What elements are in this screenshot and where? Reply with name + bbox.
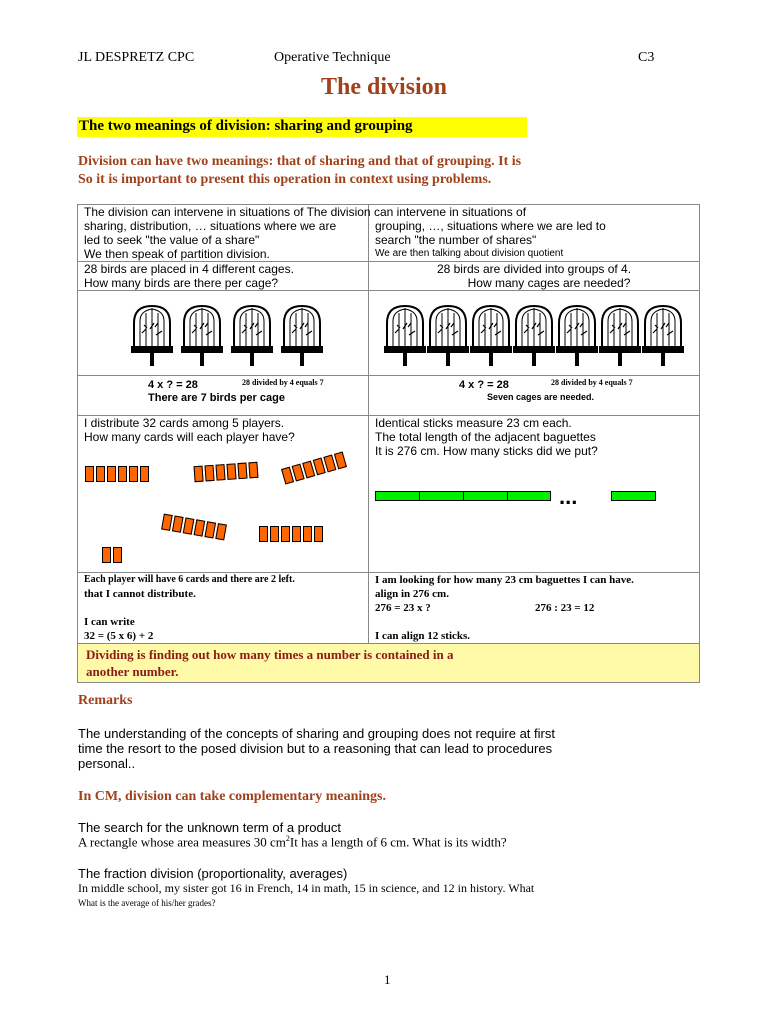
remarks-line-1: The understanding of the concepts of sharing and grouping does not require at first (78, 726, 555, 741)
quotient-line-3: We are then talking about division quotient (375, 248, 564, 259)
grouping-solution (369, 376, 700, 416)
item1-text (78, 834, 507, 850)
birdcage-icon (469, 303, 513, 370)
card-group-1 (85, 466, 149, 482)
birdcage-icon (230, 303, 274, 370)
birdcage-icon (280, 303, 324, 370)
sticks-solution-line-4: I can align 12 sticks. (375, 630, 471, 642)
stick-1 (375, 491, 420, 501)
remarks-paragraph (78, 726, 555, 771)
sharing-note: 28 divided by 4 equals 7 (242, 378, 324, 387)
page-number: 1 (384, 972, 391, 987)
quotient-line-2: search "the number of shares" (375, 233, 537, 247)
card-group-3 (281, 451, 347, 484)
partition-line-2: sharing, distribution, … situations where we are (84, 219, 337, 233)
birds-grouping-line-2: How many cages are needed? (467, 276, 631, 290)
sticks-ellipsis: ... (559, 484, 578, 509)
item2-text: In middle school, my sister got 16 in French, 14 in math, 15 in science, and 12 in history. What (78, 881, 535, 895)
birdcage-icon (512, 303, 556, 370)
card-group-2 (194, 462, 259, 482)
item2-text-2: What is the average of his/her grades? (78, 898, 216, 908)
grouping-note: 28 divided by 4 equals 7 (551, 378, 633, 387)
sticks-line-2: The total length of the adjacent baguettes (375, 430, 596, 444)
card-group-4 (161, 514, 227, 541)
cages-sharing-illustration (78, 291, 369, 376)
sharing-equation: 4 x ? = 28 (148, 379, 198, 391)
conclusion-line-1: Dividing is finding out how many times a number is contained in a (86, 647, 454, 662)
birdcage-icon (555, 303, 599, 370)
stick-last (611, 491, 656, 501)
cards-solution-line-1: Each player will have 6 cards and there are 2 left. (84, 574, 295, 585)
birdcage-icon (130, 303, 174, 370)
birdcage-icon (641, 303, 685, 370)
item1-text-a: A rectangle whose area measures 30 cm (78, 834, 286, 850)
cards-solution-spacer (84, 601, 362, 615)
sticks-solution (369, 573, 700, 644)
item1-title: The search for the unknown term of a product (78, 820, 342, 835)
birds-sharing-line-2: How many birds are there per cage? (84, 276, 279, 290)
cages-grouping-illustration (369, 291, 700, 376)
birdcage-icon (598, 303, 642, 370)
partition-line-4: We then speak of partition division. (84, 247, 270, 261)
remarks-line-3: personal.. (78, 756, 136, 771)
header-author: JL DESPRETZ CPC (78, 50, 195, 65)
sharing-answer: There are 7 birds per cage (148, 392, 285, 404)
sticks-solution-line-1: I am looking for how many 23 cm baguettes I can have. (375, 574, 634, 586)
birdcage-icon (426, 303, 470, 370)
sticks-line-1: Identical sticks measure 23 cm each. (375, 416, 572, 430)
stick-2 (419, 491, 464, 501)
birds-sharing-problem (78, 262, 369, 291)
remarks-line-2: time the resort to the posed division but to a reasoning that can lead to procedures (78, 741, 553, 756)
sticks-equation-2: 276 : 23 = 12 (535, 602, 595, 614)
birds-grouping-problem (369, 262, 700, 291)
card-group-remainder (102, 547, 122, 563)
item1-superscript: 2 (285, 834, 290, 843)
item2-title: The fraction division (proportionality, averages) (78, 866, 348, 881)
grouping-equation: 4 x ? = 28 (459, 379, 509, 391)
grouping-answer: Seven cages are needed. (487, 392, 595, 402)
quotient-description (369, 205, 700, 262)
sticks-solution-line-2: align in 276 cm. (375, 588, 449, 600)
cards-solution-line-5: 32 = (5 x 6) + 2 (84, 630, 154, 642)
division-table (77, 204, 700, 683)
sharing-solution (78, 376, 369, 416)
header-code: C3 (638, 50, 655, 65)
conclusion-line-2: another number. (86, 664, 179, 679)
header-subject: Operative Technique (274, 50, 391, 65)
sticks-line-3: It is 276 cm. How many sticks did we put? (375, 444, 598, 458)
sticks-problem (369, 416, 700, 573)
cards-solution-line-2: that I cannot distribute. (84, 588, 196, 600)
remarks-heading: Remarks (78, 693, 133, 708)
conclusion-box (78, 644, 700, 683)
stick-3 (463, 491, 508, 501)
sticks-equation-1: 276 = 23 x ? (375, 602, 431, 614)
stick-4 (507, 491, 551, 501)
item1-text-b: It has a length of 6 cm. What is its width? (289, 834, 507, 850)
cm-heading: In CM, division can take complementary meanings. (78, 789, 386, 804)
intro-line-2: So it is important to present this operation in context using problems. (78, 172, 492, 187)
cards-problem (78, 416, 369, 573)
card-group-5 (259, 526, 323, 542)
section-title: The two meanings of division: sharing and grouping (79, 118, 413, 134)
cards-solution (78, 573, 369, 644)
cards-line-1: I distribute 32 cards among 5 players. (84, 416, 285, 430)
birdcage-icon (180, 303, 224, 370)
birdcage-icon (383, 303, 427, 370)
cards-line-2: How many cards will each player have? (84, 430, 295, 444)
cards-solution-line-4: I can write (84, 616, 135, 628)
quotient-line-1: grouping, …, situations where we are led to (375, 219, 606, 233)
intro-line-1: Division can have two meanings: that of sharing and that of grouping. It is (78, 154, 522, 169)
birds-sharing-line-1: 28 birds are placed in 4 different cages. (84, 262, 294, 276)
partition-line-1: The division can intervene in situations of The division can intervene in situations of (84, 205, 527, 219)
page-title: The division (320, 74, 448, 100)
partition-line-3: led to seek "the value of a share" (84, 233, 260, 247)
birds-grouping-line-1: 28 birds are divided into groups of 4. (436, 262, 632, 276)
